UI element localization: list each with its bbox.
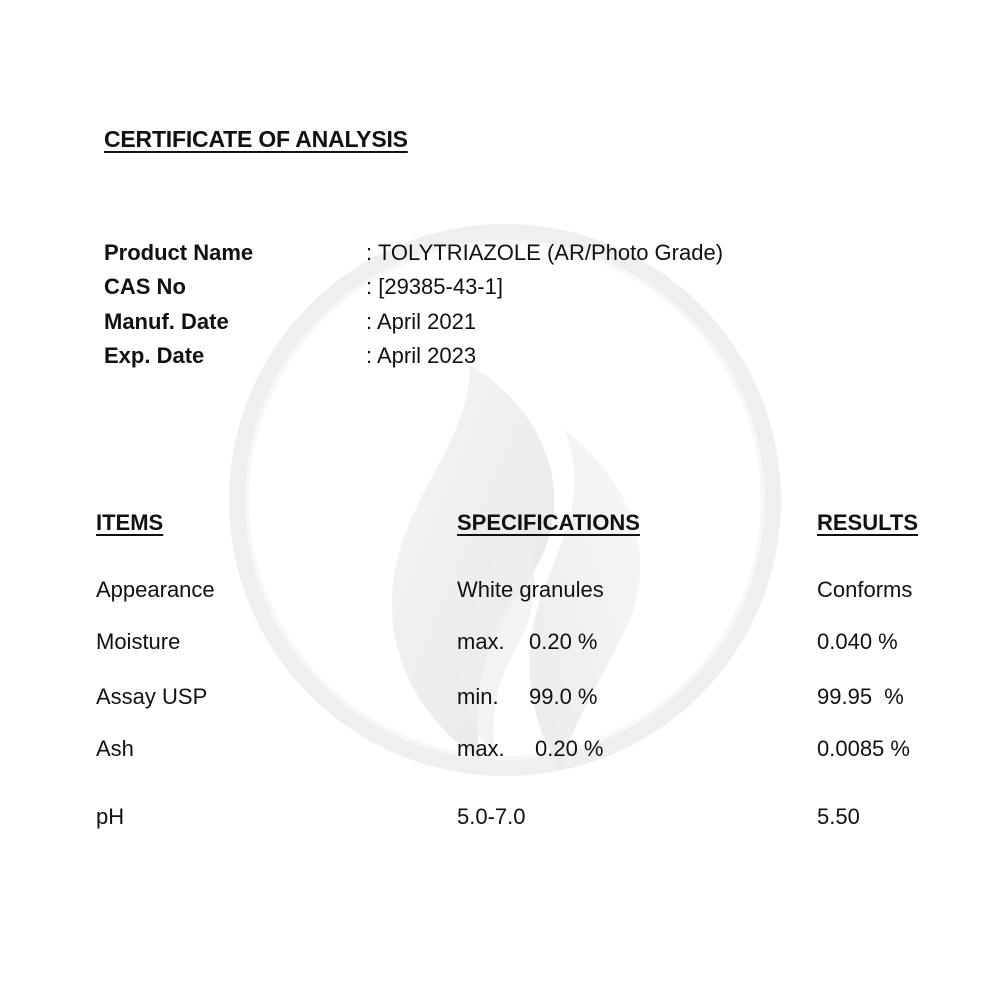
- header-items: ITEMS: [96, 510, 164, 535]
- spec-qualifier: min.: [457, 684, 499, 709]
- header-results: RESULTS: [817, 510, 919, 535]
- spec-cell: [457, 684, 598, 710]
- info-label: Manuf. Date: [104, 309, 229, 334]
- info-label: CAS No: [104, 274, 186, 299]
- info-value: : April 2023: [366, 343, 477, 368]
- document-title: CERTIFICATE OF ANALYSIS: [104, 126, 408, 152]
- spec-value: 99.0 %: [529, 684, 598, 709]
- info-row-cas-no: [0, 274, 1000, 306]
- info-label: Product Name: [104, 240, 254, 265]
- info-row-exp-date: [0, 343, 1000, 375]
- item-cell: Assay USP: [96, 684, 208, 709]
- table-row: [0, 804, 1000, 836]
- spec-value: 5.0-7.0: [457, 804, 526, 829]
- spec-cell: [457, 577, 604, 603]
- result-cell: 99.95 %: [817, 684, 904, 709]
- info-label: Exp. Date: [104, 343, 205, 368]
- spec-cell: [457, 804, 526, 830]
- table-row: [0, 577, 1000, 609]
- info-value: : TOLYTRIAZOLE (AR/Photo Grade): [366, 240, 724, 265]
- spec-value: 0.20 %: [535, 736, 604, 761]
- header-specifications: SPECIFICATIONS: [457, 510, 640, 535]
- info-row-product-name: [0, 240, 1000, 272]
- result-cell: Conforms: [817, 577, 913, 602]
- result-cell: 0.040 %: [817, 629, 898, 654]
- table-row: [0, 629, 1000, 661]
- spec-value: 0.20 %: [529, 629, 598, 654]
- spec-cell: [457, 736, 604, 762]
- spec-value: White granules: [457, 577, 604, 602]
- item-cell: Appearance: [96, 577, 215, 602]
- spec-cell: [457, 629, 598, 655]
- table-row: [0, 736, 1000, 768]
- item-cell: pH: [96, 804, 125, 829]
- table-row: [0, 684, 1000, 716]
- info-row-manuf-date: [0, 309, 1000, 341]
- item-cell: Ash: [96, 736, 134, 761]
- spec-qualifier: max.: [457, 736, 505, 761]
- result-cell: 0.0085 %: [817, 736, 910, 761]
- result-cell: 5.50: [817, 804, 860, 829]
- item-cell: Moisture: [96, 629, 181, 654]
- info-value: : April 2021: [366, 309, 477, 334]
- info-value: : [29385-43-1]: [366, 274, 503, 299]
- spec-qualifier: max.: [457, 629, 505, 654]
